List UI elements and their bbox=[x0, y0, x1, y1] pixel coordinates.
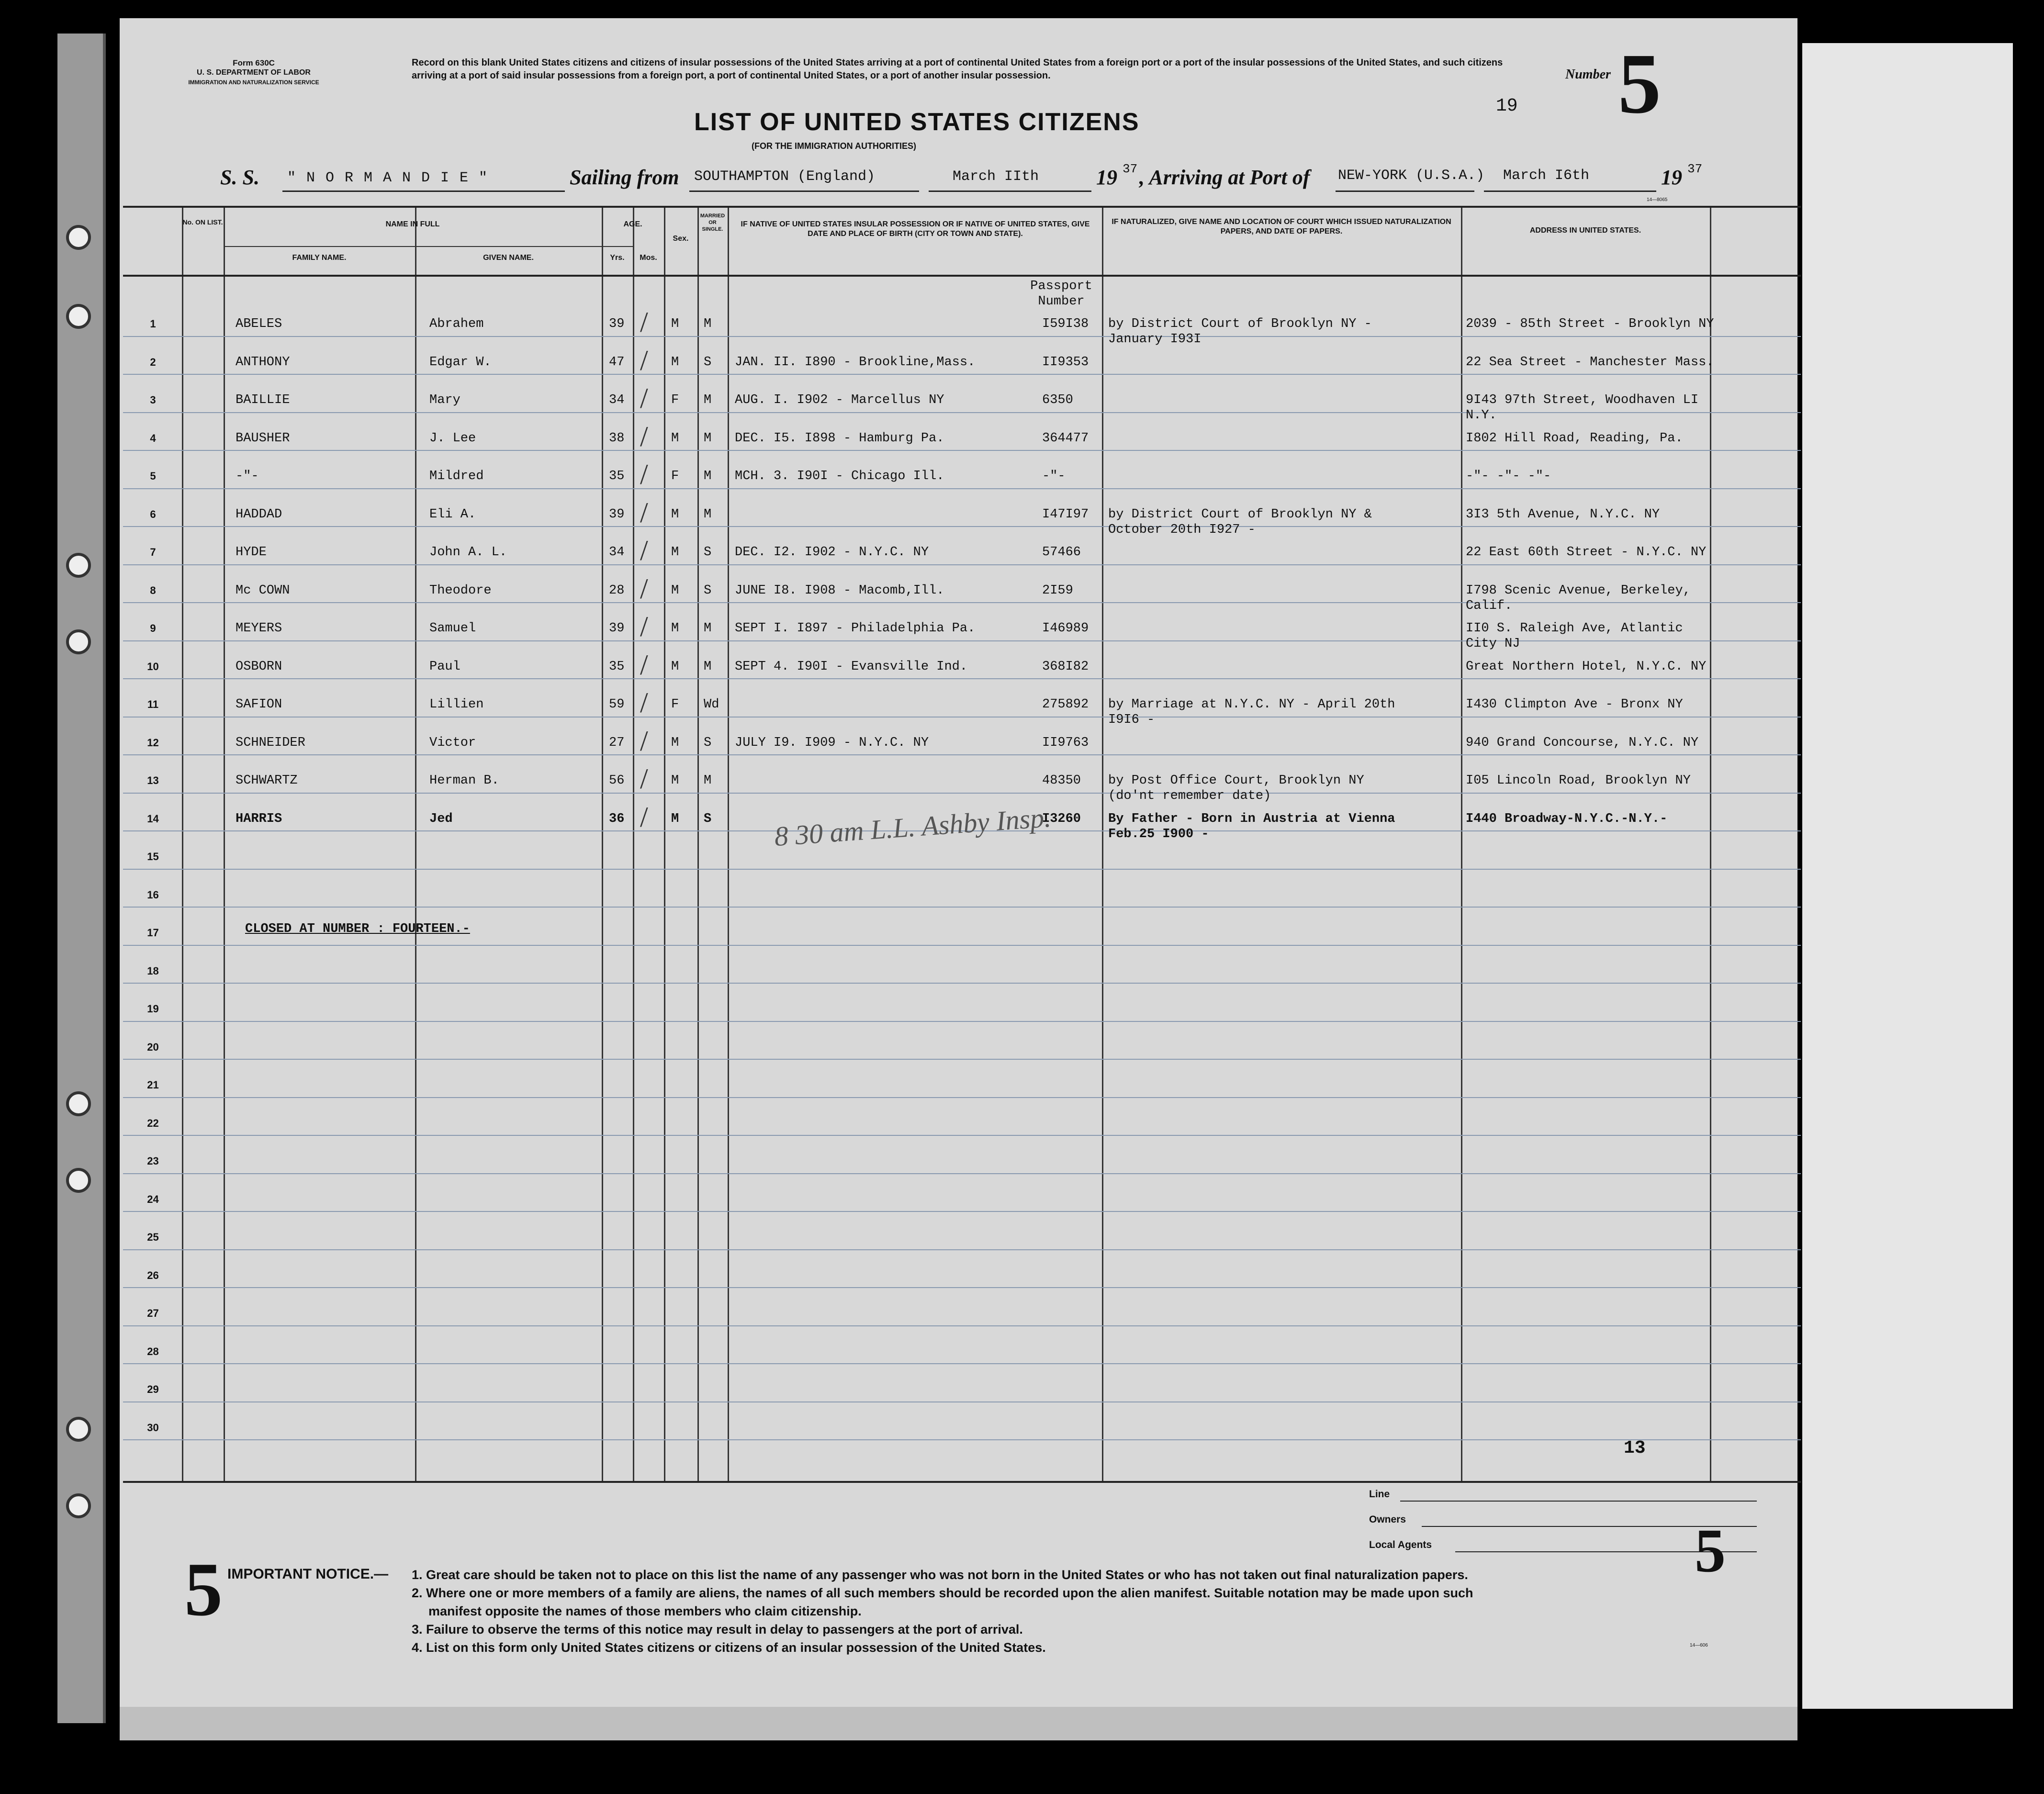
row-rule bbox=[123, 640, 1801, 641]
cell-sex: F bbox=[671, 393, 679, 407]
col-no-header: No. ON LIST. bbox=[182, 218, 223, 226]
check-mark-icon: / bbox=[640, 801, 648, 833]
cell-passport: 275892 bbox=[1042, 697, 1089, 712]
check-mark-icon: / bbox=[640, 382, 648, 414]
cell-family: SCHWARTZ bbox=[236, 774, 298, 788]
cell-address1: I798 Scenic Avenue, Berkeley, bbox=[1466, 583, 1691, 598]
cell-passport: I47I97 bbox=[1042, 507, 1089, 522]
check-mark-icon: / bbox=[640, 649, 648, 681]
column-divider bbox=[224, 208, 225, 1481]
row-rule bbox=[123, 1287, 1801, 1288]
row-rule bbox=[123, 1097, 1801, 1098]
cell-family: Mc COWN bbox=[236, 583, 290, 598]
row-rule bbox=[123, 945, 1801, 946]
row-number: 16 bbox=[147, 888, 159, 901]
cell-sex: M bbox=[671, 507, 679, 522]
cell-status: S bbox=[704, 811, 712, 826]
cell-passport: II9763 bbox=[1042, 735, 1089, 750]
column-divider bbox=[602, 208, 603, 1481]
row-number: 14 bbox=[147, 812, 159, 825]
cell-given: Eli A. bbox=[429, 507, 476, 522]
cell-address1: 940 Grand Concourse, N.Y.C. NY bbox=[1466, 735, 1699, 750]
row-rule bbox=[123, 450, 1801, 451]
row-rule bbox=[123, 1135, 1801, 1136]
cell-sex: M bbox=[671, 317, 679, 331]
cell-age: 39 bbox=[609, 621, 625, 636]
notice-title: IMPORTANT NOTICE.— bbox=[227, 1566, 389, 1582]
col-married-header: MARRIED OR SINGLE. bbox=[700, 213, 725, 232]
row-number: 1 bbox=[150, 318, 156, 330]
row-number: 10 bbox=[147, 660, 159, 673]
cell-birth: DEC. I2. I902 - N.Y.C. NY bbox=[735, 545, 929, 560]
row-rule bbox=[123, 907, 1801, 908]
row-rule bbox=[123, 1021, 1801, 1022]
check-mark-icon: / bbox=[640, 725, 648, 757]
sailing-year: 37 bbox=[1123, 162, 1138, 176]
cell-naturalized1: by District Court of Brooklyn NY & bbox=[1108, 507, 1372, 522]
row-number: 2 bbox=[150, 356, 156, 368]
sailing-date: March IIth bbox=[953, 168, 1039, 185]
cell-birth: AUG. I. I902 - Marcellus NY bbox=[735, 393, 944, 407]
row-number: 12 bbox=[147, 736, 159, 749]
cell-age: 28 bbox=[609, 583, 625, 598]
underline bbox=[282, 191, 565, 192]
arrival-port: NEW-YORK (U.S.A.) bbox=[1338, 168, 1485, 184]
check-mark-icon: / bbox=[640, 611, 648, 642]
arrival-date: March I6th bbox=[1503, 168, 1590, 184]
next-page-edge bbox=[1802, 43, 2013, 1709]
cell-sex: M bbox=[671, 431, 679, 446]
cell-passport: I59I38 bbox=[1042, 317, 1089, 331]
year-prefix: 19 bbox=[1496, 96, 1518, 116]
line-label: Line bbox=[1369, 1489, 1390, 1500]
cell-age: 39 bbox=[609, 507, 625, 522]
cell-address-cont: N.Y. bbox=[1466, 408, 1497, 423]
row-number: 19 bbox=[147, 1003, 159, 1015]
cell-passport: -"- bbox=[1042, 469, 1066, 483]
row-number: 11 bbox=[147, 698, 159, 710]
cell-given: Lillien bbox=[429, 697, 484, 712]
row-number: 3 bbox=[150, 394, 156, 406]
col-sex-header: Sex. bbox=[673, 235, 689, 243]
col-family-header: FAMILY NAME. bbox=[292, 254, 347, 262]
row-rule bbox=[123, 602, 1801, 603]
row-rule bbox=[123, 1173, 1801, 1174]
cell-given: Herman B. bbox=[429, 774, 499, 788]
header-divider bbox=[224, 246, 602, 247]
form-code: 14—8065 bbox=[1647, 197, 1668, 202]
closing-note: CLOSED AT NUMBER : FOURTEEN.- bbox=[245, 922, 470, 936]
cell-address1: -"- -"- -"- bbox=[1466, 469, 1551, 483]
row-rule bbox=[123, 983, 1801, 984]
cell-naturalized-cont: I9I6 - bbox=[1108, 713, 1155, 727]
check-mark-icon: / bbox=[640, 572, 648, 605]
row-rule bbox=[123, 793, 1801, 794]
cell-status: M bbox=[704, 774, 712, 788]
row-rule bbox=[123, 754, 1801, 755]
binder-hole bbox=[66, 1168, 91, 1193]
ship-name: " N O R M A N D I E " bbox=[287, 170, 489, 186]
cell-given: Victor bbox=[429, 735, 476, 750]
cell-family: HARRIS bbox=[236, 811, 282, 826]
cell-address1: 22 East 60th Street - N.Y.C. NY bbox=[1466, 545, 1707, 560]
row-number: 24 bbox=[147, 1193, 159, 1205]
notice-item-1: 1. Great care should be taken not to place on this list the name of any passenger who was not born in the United States or who has not taken out final naturalization papers. bbox=[412, 1568, 1468, 1582]
underline bbox=[689, 191, 919, 192]
local-agents-label: Local Agents bbox=[1369, 1539, 1432, 1550]
cell-age: 36 bbox=[609, 811, 625, 826]
row-rule bbox=[123, 488, 1801, 489]
row-rule bbox=[123, 1439, 1801, 1440]
cell-address1: I440 Broadway-N.Y.C.-N.Y.- bbox=[1466, 811, 1668, 826]
page-bottom-edge bbox=[120, 1707, 1797, 1740]
cell-address-cont: City NJ bbox=[1466, 637, 1520, 651]
cell-family: HADDAD bbox=[236, 507, 282, 522]
col-given-header: GIVEN NAME. bbox=[483, 254, 534, 262]
cell-family: BAUSHER bbox=[236, 431, 290, 446]
cell-sex: M bbox=[671, 583, 679, 598]
cell-sex: M bbox=[671, 621, 679, 636]
binder-hole bbox=[66, 553, 91, 578]
notice-item-2-cont: manifest opposite the names of those members who claim citizenship. bbox=[428, 1604, 862, 1618]
cell-sex: F bbox=[671, 469, 679, 483]
cell-status: S bbox=[704, 355, 712, 370]
page-title: LIST OF UNITED STATES CITIZENS bbox=[694, 108, 1140, 136]
check-mark-icon: / bbox=[640, 420, 648, 452]
row-rule bbox=[123, 526, 1801, 527]
service-name: IMMIGRATION AND NATURALIZATION SERVICE bbox=[188, 79, 319, 86]
cell-passport: 6350 bbox=[1042, 393, 1073, 407]
underline bbox=[929, 191, 1091, 192]
cell-given: J. Lee bbox=[429, 431, 476, 446]
row-number: 21 bbox=[147, 1079, 159, 1091]
cell-status: M bbox=[704, 659, 712, 674]
row-number: 25 bbox=[147, 1231, 159, 1243]
cell-age: 27 bbox=[609, 735, 625, 750]
passport-header-line1: Passport bbox=[1030, 279, 1092, 293]
check-mark-icon: / bbox=[640, 306, 648, 338]
row-number: 20 bbox=[147, 1041, 159, 1053]
passport-number-header bbox=[1023, 279, 1100, 309]
cell-given: Mildred bbox=[429, 469, 484, 483]
row-rule bbox=[123, 1363, 1801, 1364]
row-number: 15 bbox=[147, 851, 159, 863]
cell-given: Theodore bbox=[429, 583, 492, 598]
total-count: 13 bbox=[1624, 1438, 1646, 1458]
row-rule bbox=[123, 869, 1801, 870]
cell-address-cont: Calif. bbox=[1466, 598, 1513, 613]
department-name: U. S. DEPARTMENT OF LABOR bbox=[197, 68, 311, 77]
passport-header-line2: Number bbox=[1038, 294, 1085, 309]
col-mos-header: Mos. bbox=[640, 254, 657, 262]
check-mark-icon: / bbox=[640, 344, 648, 376]
cell-family: MEYERS bbox=[236, 621, 282, 636]
column-divider bbox=[697, 208, 699, 1481]
row-rule bbox=[123, 1249, 1801, 1250]
binder-hole bbox=[66, 1091, 91, 1116]
cell-given: Samuel bbox=[429, 621, 476, 636]
cell-sex: M bbox=[671, 735, 679, 750]
inspector-signature: 8 30 am L.L. Ashby Insp. bbox=[773, 801, 1052, 852]
cell-given: Jed bbox=[429, 811, 453, 826]
cell-passport: 364477 bbox=[1042, 431, 1089, 446]
row-number: 17 bbox=[147, 927, 159, 939]
col-birth-header: IF NATIVE OF UNITED STATES INSULAR POSSESSION OR IF NATIVE OF UNITED STATES, GIVE DATE AND PLACE OF BIRTH (CITY OR TOWN AND STATE). bbox=[741, 220, 1090, 238]
cell-family: ABELES bbox=[236, 317, 282, 331]
row-number: 28 bbox=[147, 1345, 159, 1357]
cell-family: BAILLIE bbox=[236, 393, 290, 407]
row-number: 4 bbox=[150, 432, 156, 444]
row-number: 22 bbox=[147, 1117, 159, 1129]
form-number: Form 630C bbox=[233, 58, 275, 67]
check-mark-icon: / bbox=[640, 459, 648, 490]
corner-number: 5 bbox=[1695, 1516, 1726, 1585]
header-bottom bbox=[123, 275, 1801, 277]
cell-address1: 9I43 97th Street, Woodhaven LI bbox=[1466, 393, 1699, 407]
cell-status: M bbox=[704, 507, 712, 522]
cell-given: Abrahem bbox=[429, 317, 484, 331]
cell-status: M bbox=[704, 317, 712, 331]
row-rule bbox=[123, 1325, 1801, 1326]
underline bbox=[1484, 191, 1656, 192]
column-divider bbox=[633, 208, 634, 1481]
row-number: 6 bbox=[150, 508, 156, 520]
binder-hole bbox=[66, 304, 91, 329]
cell-naturalized-cont: October 20th I927 - bbox=[1108, 522, 1256, 537]
binder-hole bbox=[66, 225, 91, 250]
row-number: 13 bbox=[147, 774, 159, 786]
cell-age: 39 bbox=[609, 317, 625, 331]
column-divider bbox=[1102, 208, 1103, 1481]
cell-passport: 57466 bbox=[1042, 545, 1081, 560]
cell-naturalized1: by District Court of Brooklyn NY - bbox=[1108, 317, 1372, 331]
cell-naturalized-cont: Feb.25 I900 - bbox=[1108, 827, 1209, 841]
cell-naturalized1: by Marriage at N.Y.C. NY - April 20th bbox=[1108, 697, 1395, 712]
cell-passport: I3260 bbox=[1042, 811, 1081, 826]
underline bbox=[1400, 1501, 1757, 1502]
column-divider bbox=[415, 208, 416, 1481]
departure-port: SOUTHAMPTON (England) bbox=[694, 168, 876, 185]
column-divider bbox=[728, 208, 729, 1481]
cell-family: -"- bbox=[236, 469, 259, 483]
cell-age: 35 bbox=[609, 469, 625, 483]
column-divider bbox=[1461, 208, 1462, 1481]
cell-address1: Great Northern Hotel, N.Y.C. NY bbox=[1466, 659, 1707, 674]
cell-family: SCHNEIDER bbox=[236, 735, 305, 750]
cell-family: HYDE bbox=[236, 545, 267, 560]
list-number: 5 bbox=[1618, 36, 1661, 131]
cell-status: M bbox=[704, 469, 712, 483]
cell-age: 47 bbox=[609, 355, 625, 370]
cell-age: 38 bbox=[609, 431, 625, 446]
col-yrs-header: Yrs. bbox=[610, 254, 625, 262]
cell-birth: SEPT I. I897 - Philadelphia Pa. bbox=[735, 621, 976, 636]
notice-code: 14—606 bbox=[1690, 1643, 1708, 1648]
column-divider bbox=[664, 208, 665, 1481]
cell-passport: 2I59 bbox=[1042, 583, 1073, 598]
cell-status: M bbox=[704, 431, 712, 446]
row-rule bbox=[123, 374, 1801, 375]
cell-sex: M bbox=[671, 659, 679, 674]
passenger-table bbox=[123, 206, 1801, 1483]
row-number: 26 bbox=[147, 1269, 159, 1281]
row-number: 30 bbox=[147, 1421, 159, 1434]
cell-given: John A. L. bbox=[429, 545, 507, 560]
cell-status: Wd bbox=[704, 697, 719, 712]
cell-sex: M bbox=[671, 811, 679, 826]
row-rule bbox=[123, 564, 1801, 565]
row-number: 7 bbox=[150, 546, 156, 558]
notice-item-3: 3. Failure to observe the terms of this notice may result in delay to passengers at the port of arrival. bbox=[412, 1622, 1023, 1637]
cell-age: 56 bbox=[609, 774, 625, 788]
notice-item-4: 4. List on this form only United States citizens or citizens of an insular possession of the United States. bbox=[412, 1640, 1046, 1655]
cell-address1: 3I3 5th Avenue, N.Y.C. NY bbox=[1466, 507, 1660, 522]
cell-family: OSBORN bbox=[236, 659, 282, 674]
cell-naturalized-cont: January I93I bbox=[1108, 332, 1202, 347]
binder-strip bbox=[57, 34, 106, 1723]
cell-family: SAFION bbox=[236, 697, 282, 712]
row-number: 9 bbox=[150, 622, 156, 634]
owners-label: Owners bbox=[1369, 1514, 1406, 1525]
header-divider bbox=[602, 246, 633, 247]
row-rule bbox=[123, 717, 1801, 718]
cell-birth: SEPT 4. I90I - Evansville Ind. bbox=[735, 659, 968, 674]
cell-naturalized1: By Father - Born in Austria at Vienna bbox=[1108, 811, 1395, 826]
cell-age: 34 bbox=[609, 545, 625, 560]
cell-address1: I802 Hill Road, Reading, Pa. bbox=[1466, 431, 1683, 446]
binder-hole bbox=[66, 1493, 91, 1518]
binder-hole bbox=[66, 629, 91, 654]
cell-passport: 48350 bbox=[1042, 774, 1081, 788]
row-rule bbox=[123, 1211, 1801, 1212]
cell-address1: II0 S. Raleigh Ave, Atlantic bbox=[1466, 621, 1683, 636]
row-number: 23 bbox=[147, 1155, 159, 1167]
row-number: 27 bbox=[147, 1307, 159, 1319]
cell-birth: JULY I9. I909 - N.Y.C. NY bbox=[735, 735, 929, 750]
arrival-year: 37 bbox=[1687, 162, 1703, 176]
cell-address1: I05 Lincoln Road, Brooklyn NY bbox=[1466, 774, 1691, 788]
row-number: 29 bbox=[147, 1383, 159, 1395]
arriving-label: , Arriving at Port of bbox=[1139, 166, 1310, 189]
row-number: 5 bbox=[150, 470, 156, 482]
cell-address1: 22 Sea Street - Manchester Mass. bbox=[1466, 355, 1714, 370]
cell-birth: DEC. I5. I898 - Hamburg Pa. bbox=[735, 431, 944, 446]
cell-status: S bbox=[704, 735, 712, 750]
cell-age: 34 bbox=[609, 393, 625, 407]
notice-number: 5 bbox=[184, 1547, 223, 1632]
cell-sex: M bbox=[671, 545, 679, 560]
cell-given: Mary bbox=[429, 393, 460, 407]
form-identifier bbox=[158, 58, 349, 87]
row-rule bbox=[123, 336, 1801, 337]
cell-sex: M bbox=[671, 355, 679, 370]
underline bbox=[1336, 191, 1474, 192]
row-number: 18 bbox=[147, 964, 159, 977]
sailing-label: Sailing from bbox=[570, 166, 679, 189]
cell-age: 35 bbox=[609, 659, 625, 674]
cell-given: Paul bbox=[429, 659, 460, 674]
col-naturalized-header: IF NATURALIZED, GIVE NAME AND LOCATION OF COURT WHICH ISSUED NATURALIZATION PAPERS, AND DATE OF PAPERS. bbox=[1112, 218, 1451, 235]
arrival-year-prefix: 19 bbox=[1661, 166, 1682, 189]
row-rule bbox=[123, 678, 1801, 679]
cell-sex: F bbox=[671, 697, 679, 712]
cell-given: Edgar W. bbox=[429, 355, 492, 370]
sailing-year-prefix: 19 bbox=[1096, 166, 1117, 189]
number-label: Number bbox=[1565, 67, 1611, 82]
cell-status: M bbox=[704, 393, 712, 407]
cell-status: S bbox=[704, 583, 712, 598]
cell-address1: 2039 - 85th Street - Brooklyn NY bbox=[1466, 317, 1714, 331]
row-number: 8 bbox=[150, 584, 156, 596]
row-rule bbox=[123, 1059, 1801, 1060]
binder-hole bbox=[66, 1417, 91, 1442]
cell-age: 59 bbox=[609, 697, 625, 712]
cell-naturalized1: by Post Office Court, Brooklyn NY bbox=[1108, 774, 1364, 788]
cell-birth: JUNE I8. I908 - Macomb,Ill. bbox=[735, 583, 944, 598]
cell-family: ANTHONY bbox=[236, 355, 290, 370]
cell-status: M bbox=[704, 621, 712, 636]
check-mark-icon: / bbox=[640, 496, 648, 528]
col-address-header: ADDRESS IN UNITED STATES. bbox=[1529, 226, 1641, 235]
column-divider bbox=[1710, 208, 1711, 1481]
cell-passport: 368I82 bbox=[1042, 659, 1089, 674]
check-mark-icon: / bbox=[640, 687, 648, 718]
check-mark-icon: / bbox=[640, 535, 648, 566]
cell-naturalized-cont: (do'nt remember date) bbox=[1108, 789, 1271, 803]
notice-item-2: 2. Where one or more members of a family are aliens, the names of all such members should be recorded upon the alien manifest. Suitable notation may be made upon such bbox=[412, 1586, 1473, 1600]
form-instructions: Record on this blank United States citizens and citizens of insular possessions of the United States arriving at a port of continental United States from a foreign port or a port of the insular possessions of the United States, and such citizens arriving at a port of said insular possessions from a foreign port, a port of continental United States, or a port of another insular possession. bbox=[412, 57, 1503, 81]
cell-passport: II9353 bbox=[1042, 355, 1089, 370]
ss-label: S. S. bbox=[220, 166, 259, 189]
col-name-header: NAME IN FULL bbox=[385, 220, 440, 228]
cell-sex: M bbox=[671, 774, 679, 788]
cell-passport: I46989 bbox=[1042, 621, 1089, 636]
row-rule bbox=[123, 412, 1801, 413]
check-mark-icon: / bbox=[640, 763, 648, 795]
cell-birth: MCH. 3. I90I - Chicago Ill. bbox=[735, 469, 944, 483]
cell-address1: I430 Climpton Ave - Bronx NY bbox=[1466, 697, 1683, 712]
cell-birth: JAN. II. I890 - Brookline,Mass. bbox=[735, 355, 976, 370]
col-age-header: AGE. bbox=[623, 220, 642, 228]
cell-status: S bbox=[704, 545, 712, 560]
page-subtitle: (FOR THE IMMIGRATION AUTHORITIES) bbox=[752, 141, 916, 151]
